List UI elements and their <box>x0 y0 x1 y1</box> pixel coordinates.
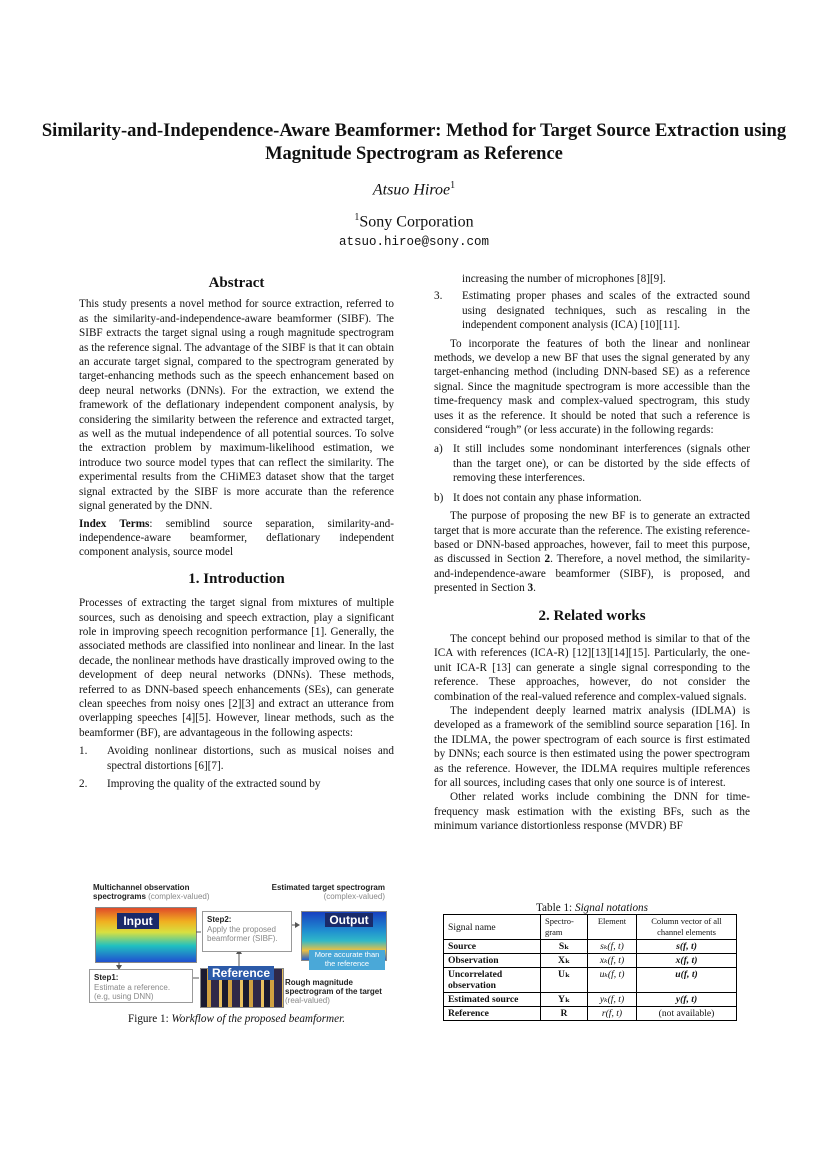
table-row: Estimated source Yₖ yₖ(f, t) y(f, t) <box>444 993 737 1007</box>
figure-workflow <box>79 880 394 1030</box>
table-row: Source Sₖ sₖ(f, t) s(f, t) <box>444 940 737 954</box>
rough-note: Rough magnitude spectrogram of the target (real-valued) <box>285 978 382 1005</box>
output-tag: Output <box>325 913 373 927</box>
index-terms: Index Terms: semiblind source separation, similarity-and-independence-aware beamformer, deflationary independent component analysis, source model <box>79 517 394 559</box>
left-column <box>79 276 394 791</box>
abstract-heading: Abstract <box>208 275 265 291</box>
table-row: Reference R r(f, t) (not available) <box>444 1007 737 1021</box>
figure-label-input: Multichannel observation spectrograms (complex-valued) <box>93 883 210 901</box>
right-column <box>434 272 750 834</box>
affiliation: $^1$Sony Corporation <box>354 212 474 231</box>
intro-heading: 1. Introduction <box>188 570 285 587</box>
paper-title: Similarity-and-Independence-Aware Beamformer: Method for Target Source Extraction using Magnitude Spectrogram as Reference <box>41 121 787 164</box>
accurate-note: More accurate than the reference <box>309 950 385 970</box>
list-item: 3. Estimating proper phases and scales of the extracted sound using designated techniques, such as rescaling in the independent component analysis (ICA) [10][11]. <box>434 290 750 332</box>
paragraph: Other related works include combining the DNN for time-frequency mask estimation with the existing BFs, such as the minimum variance distortionless response (MVDR) BF <box>434 791 750 833</box>
abstract-text: This study presents a novel method for source extraction, referred to as the similarity-and-independence-aware beamformer (SIBF). The SIBF extracts the target signal using a rough magnitude spectrogram as the reference signal. The advantage of the SIBF is that it can obtain an accurate target signal, compared to the spectrogram generated by target-enhancing methods such as the speech enhancement based on deep neural networks (DNNs). For the extraction, we extend the framework of the deflationary independent component analysis, by considering the similarity between the reference and extracted target, as well as the mutual independence of all potential sources. To solve the extraction problem by maximum-likelihood estimation, we introduce two source model types that can reflect the similarity. The experimental results from the CHiME3 dataset show that the target signal extracted by the SIBF is more accurate than the reference signal generated by the DNN. <box>79 298 394 513</box>
paragraph: To incorporate the features of both the linear and nonlinear methods, we develop a new BF that uses the signal generated by any target-enhancing method (including DNN-based SE) as a reference signal. Since the magnitude spectrogram is more accessible than the time-frequency mask and complex-valued spectrogram, this study uses it as the reference. It should be noted that such a reference is considered “rough” (or less accurate) in the following regards: <box>434 337 750 437</box>
table-row: Observation Xₖ xₖ(f, t) x(f, t) <box>444 954 737 968</box>
signal-notations-table <box>443 914 737 1021</box>
table-header-row: Signal name Spectro-gram Element Column vector of all channel elements <box>444 915 737 940</box>
sub-item: a) It still includes some nondominant interferences (signals other than the target one), or can be distorted by the side effects of removing these interferences. <box>434 443 750 485</box>
input-tag: Input <box>117 913 159 929</box>
step1-box: Step1: Estimate a reference. (e.g, using DNN) <box>89 969 193 1003</box>
paragraph: The independent deeply learned matrix analysis (IDLMA) is developed as a framework of the semiblind source separation [16]. In the IDLMA, the power spectrogram of each source is first estimated by DNNs; each source is then estimated using the power spectrogram as the reference. However, the IDLMA requires multiple references for all sources, including cases that only one source is of interest. <box>434 704 750 789</box>
list-item: 2. Improving the quality of the extracted sound by <box>79 778 321 790</box>
table-row: Uncorrelated observation Uₖ uₖ(f, t) u(f, t) <box>444 968 737 993</box>
figure-label-output: Estimated target spectrogram (complex-valued) <box>271 883 385 901</box>
paragraph: The purpose of proposing the new BF is to generate an extracted target that is more accurate than the reference. The existing reference-based or DNN-based approaches, however, fail to meet this purpose, as discussed in Section 2. Therefore, a novel method, the similarity-and-independence-aware beamformer (SIBF), is proposed, and presented in Section 3. <box>434 510 750 595</box>
step2-box: Step2: Apply the proposed beamformer (SIBF). <box>202 911 292 952</box>
author-email: atsuo.hiroe@sony.com <box>338 235 490 249</box>
table-caption: Table 1: Signal notations <box>535 902 649 914</box>
list-item: 1. Avoiding nonlinear distortions, such as musical noises and spectral distortions [6][7]. <box>79 745 394 772</box>
intro-paragraph: Processes of extracting the target signal from mixtures of multiple sources, such as denoising and speech extraction, play a significant role in improving speech recognition performance [1]. Generally, the associated methods are classified into nonlinear and linear. In the last decade, the nonlinear methods have drastically improved owing to the development of deep neural networks (DNNs). These methods, referred to as DNN-based speech enhancements (SEs), can generate clean speeches from noisy ones [2][3] and extract an utterance from overlapping speeches [4][5]. However, linear methods, such as the beamformer (BF), are advantageous in the following aspects: <box>79 597 394 739</box>
list-continuation: increasing the number of microphones [8][9]. <box>462 273 666 285</box>
sub-item: b) It does not contain any phase information. <box>434 491 642 504</box>
paragraph: The concept behind our proposed method is similar to that of the ICA with references (ICA-R) [12][13][14][15]. Particularly, the one-unit ICA-R [13] can generate a single signal corresponding to the reference. These approaches, however, do not consider the combination of the real-valued reference and complex-valued signals. <box>434 632 750 703</box>
author-name: Atsuo Hiroe$^1$ <box>372 180 456 199</box>
reference-tag: Reference <box>208 966 274 980</box>
figure-caption: Figure 1: Workflow of the proposed beamformer. <box>127 1013 346 1025</box>
related-works-heading: 2. Related works <box>538 607 646 624</box>
